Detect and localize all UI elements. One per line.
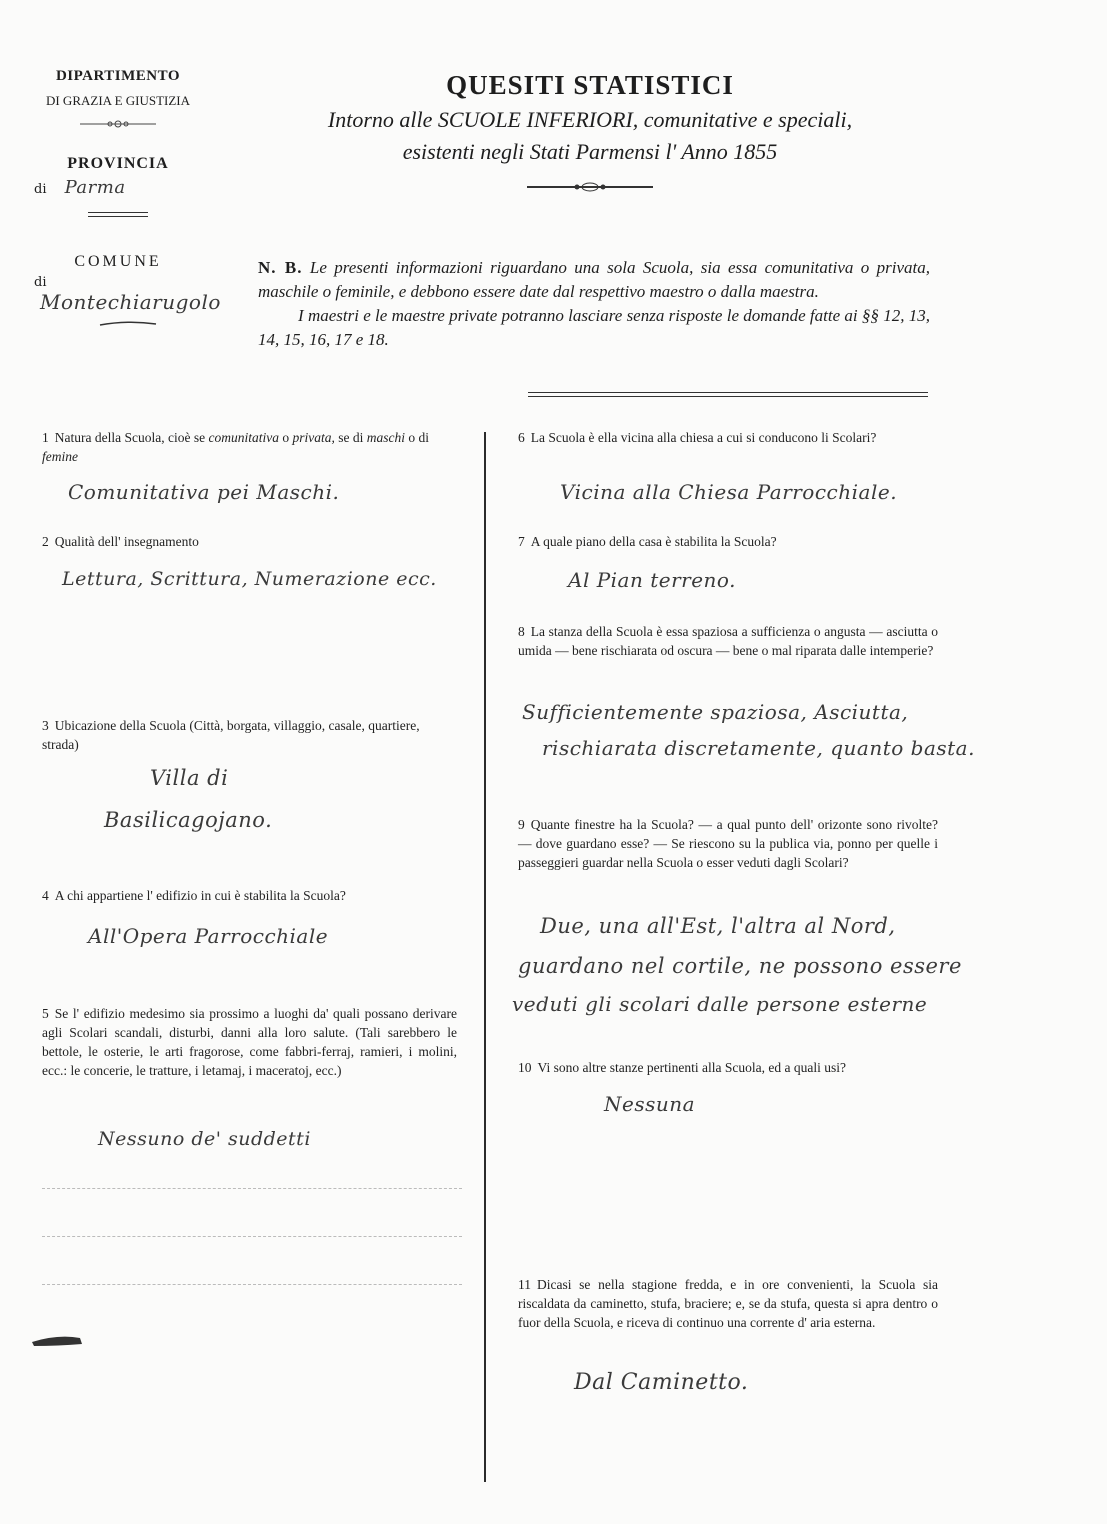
nb-label: N. B. <box>258 258 303 277</box>
nb-double-rule <box>528 392 928 397</box>
answer-9-line-2: guardano nel cortile, ne possono essere <box>518 954 962 978</box>
question-11: 11 Dicasi se nella stagione fredda, e in ore convenienti, la Scuola sia riscaldata da caminetto, stufa, braciere; e, se da stufa, questa si apra dentro o fuor della Scuola, e riceva di continuo una corrente d' aria esterna. <box>518 1277 938 1330</box>
answer-5: Nessuno de' suddetti <box>98 1128 311 1150</box>
blank-line <box>42 1284 462 1286</box>
title-subtitle-2: esistenti negli Stati Parmensi l' Anno 1855 <box>402 139 778 164</box>
question-8: 8 La stanza della Scuola è essa spaziosa a sufficienza o angusta — asciutta o umida — bene rischiarata od oscura — bene o mal riparata dalle intemperie? <box>518 624 938 658</box>
comune-value: Montechiarugolo <box>40 290 221 314</box>
flourish-icon <box>98 320 158 328</box>
question-10: 10 Vi sono altre stanze pertinenti alla Scuola, ed a quali usi? <box>518 1060 846 1075</box>
question-2: 2 Qualità dell' insegnamento <box>42 534 199 549</box>
provincia-prefix: di <box>34 182 47 197</box>
column-divider <box>484 432 486 1482</box>
blank-line <box>42 1236 462 1238</box>
nota-bene <box>258 256 930 352</box>
question-7: 7 A quale piano della casa è stabilita la Scuola? <box>518 534 777 549</box>
provincia-value: Parma <box>64 177 126 198</box>
title-block <box>240 70 940 193</box>
department-subtitle: DI GRAZIA E GIUSTIZIA <box>45 93 191 108</box>
answer-4: All'Opera Parrocchiale <box>88 924 329 948</box>
nb-paragraph-1: Le presenti informazioni riguardano una sola Scuola, sia essa comunitativa o privata, maschile o feminile, e debbono essere date dal respettivo maestro o dalla maestra. <box>258 258 931 301</box>
answer-8-line-2: rischiarata discretamente, quanto basta. <box>542 736 975 760</box>
left-header <box>18 68 221 328</box>
answer-7: Al Pian terreno. <box>568 568 736 592</box>
question-4: 4 A chi appartiene l' edifizio in cui è stabilita la Scuola? <box>42 888 346 903</box>
comune-label: COMUNE <box>74 253 162 270</box>
comune-line <box>18 275 221 314</box>
answer-9-line-1: Due, una all'Est, l'altra al Nord, <box>540 914 896 938</box>
title-ornament-icon <box>525 181 655 193</box>
department-label: DIPARTIMENTO <box>55 68 181 84</box>
nb-paragraph-2: I maestri e le maestre private potranno lasciare senza risposte le domande fatte ai §§ 12, 13, 14, 15, 16, 17 e 18. <box>258 306 930 349</box>
question-9: 9 Quante finestre ha la Scuola? — a qual punto dell' orizonte sono rivolte? — dove guardano esse? — Se riescono su la publica via, ponno per quelle i passeggieri guardar nella Scuola o esser veduti dagli Scolari? <box>518 817 938 870</box>
answer-3-line-1: Villa di <box>150 766 229 790</box>
ornament-icon <box>78 119 158 129</box>
answer-1: Comunitativa pei Maschi. <box>68 480 340 504</box>
answer-2: Lettura, Scrittura, Numerazione ecc. <box>62 568 437 590</box>
question-1: 1 Natura della Scuola, cioè se comunitativa o privata, se di maschi o di femine <box>42 430 429 464</box>
question-3: 3 Ubicazione della Scuola (Città, borgata, villaggio, casale, quartiere, strada) <box>42 718 420 752</box>
double-rule <box>88 212 148 217</box>
provincia-line <box>18 177 218 198</box>
page-title: QUESITI STATISTICI <box>446 70 734 100</box>
blank-line <box>42 1188 462 1190</box>
comune-prefix: di <box>34 275 47 290</box>
answer-11: Dal Caminetto. <box>574 1370 749 1395</box>
ink-mark-icon <box>28 1328 88 1350</box>
provincia-label: PROVINCIA <box>67 155 169 172</box>
answer-3-line-2: Basilicagojano. <box>104 808 273 832</box>
answer-9-line-3: veduti gli scolari dalle persone esterne <box>512 992 928 1016</box>
title-subtitle-1: Intorno alle SCUOLE INFERIORI, comunitative e speciali, <box>327 107 853 132</box>
question-5: 5 Se l' edifizio medesimo sia prossimo a luoghi da' quali possano derivare agli Scolari scandali, disturbi, danni alla loro salute. (Tali sarebbero le bettole, le osterie, le arti fragorose, come fabbri-ferraj, ramieri, i molini, ecc.: le concerie, le tratture, i letamaj, i maceratoj, ecc.) <box>42 1006 457 1078</box>
answer-10: Nessuna <box>604 1092 696 1116</box>
answer-8-line-1: Sufficientemente spaziosa, Asciutta, <box>522 700 909 724</box>
answer-6: Vicina alla Chiesa Parrocchiale. <box>560 480 898 504</box>
question-6: 6 La Scuola è ella vicina alla chiesa a cui si conducono li Scolari? <box>518 430 877 445</box>
